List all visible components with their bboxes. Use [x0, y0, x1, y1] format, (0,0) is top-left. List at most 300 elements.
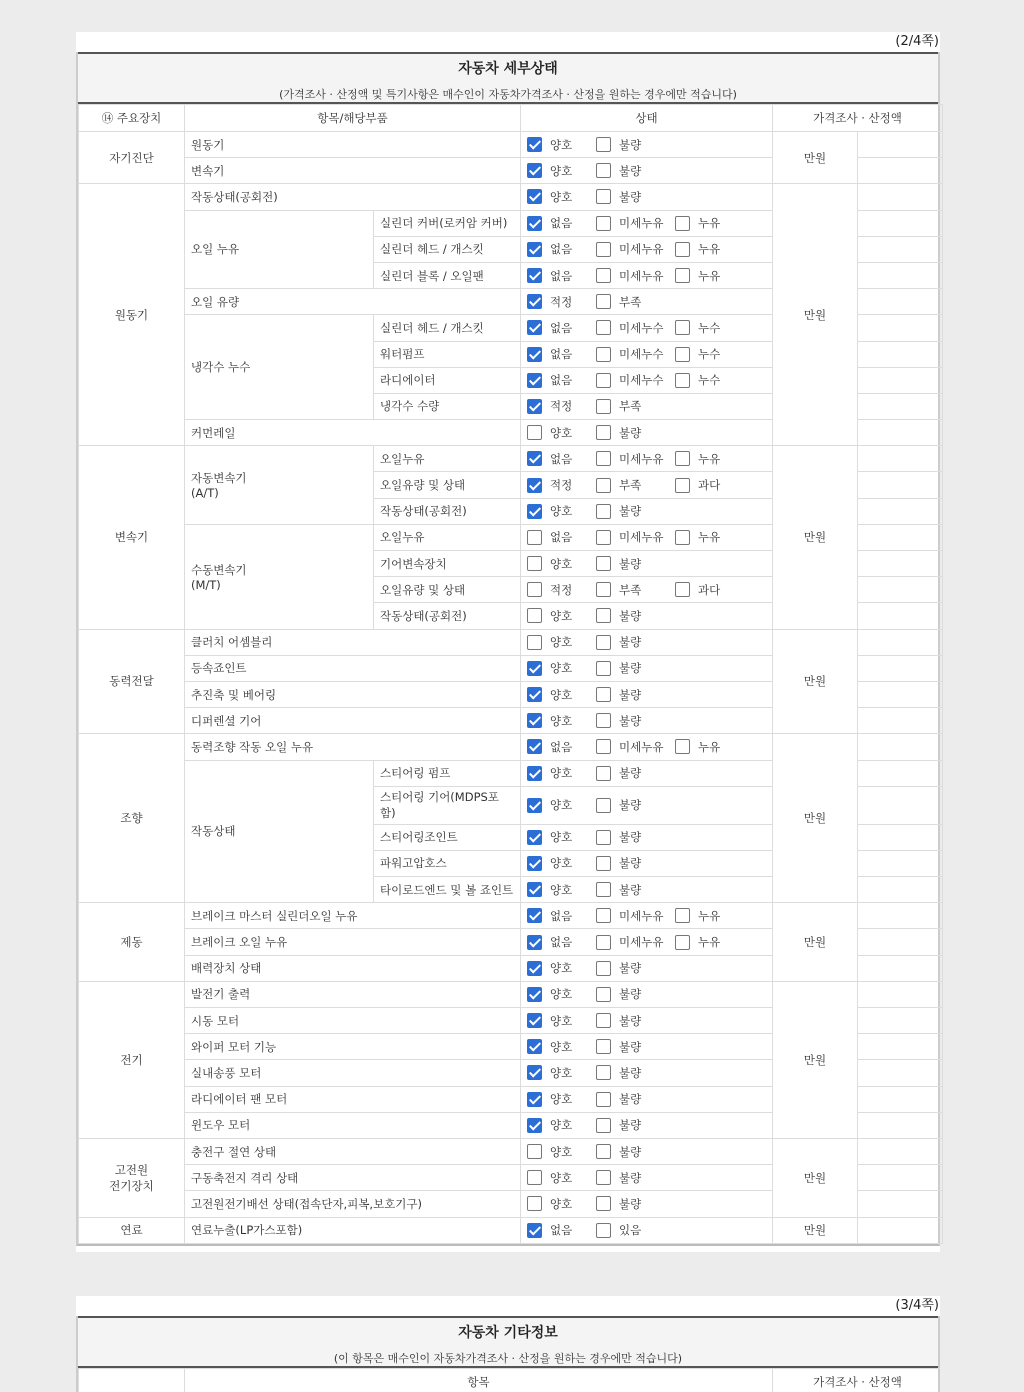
unchecked-checkbox-icon[interactable]	[596, 856, 611, 871]
checked-checkbox-icon[interactable]	[527, 320, 542, 335]
status-option-label: 없음	[550, 216, 573, 231]
status-cell	[521, 955, 773, 981]
status-option-label: 불량	[619, 504, 642, 519]
detail-status-table	[78, 104, 943, 1244]
unchecked-checkbox-icon[interactable]	[675, 451, 690, 466]
status-option[interactable]	[527, 1013, 596, 1029]
status-option[interactable]	[596, 529, 675, 545]
price-input-cell[interactable]	[858, 850, 943, 876]
status-option[interactable]	[596, 372, 675, 388]
status-option-label: 미세누유	[619, 451, 664, 466]
status-option[interactable]	[596, 908, 675, 924]
status-option[interactable]	[596, 1144, 665, 1160]
status-option[interactable]	[527, 582, 596, 598]
unchecked-checkbox-icon[interactable]	[596, 347, 611, 362]
unchecked-checkbox-icon[interactable]	[675, 268, 690, 283]
status-option-label: 있음	[619, 1223, 642, 1238]
status-option[interactable]	[527, 1144, 596, 1160]
price-input-cell[interactable]	[858, 603, 943, 629]
status-option[interactable]	[596, 294, 665, 310]
unchecked-checkbox-icon[interactable]	[527, 1144, 542, 1159]
unchecked-checkbox-icon[interactable]	[675, 347, 690, 362]
sub-group-cell: 오일 누유	[185, 210, 374, 289]
unchecked-checkbox-icon[interactable]	[596, 1196, 611, 1211]
status-option[interactable]	[527, 634, 596, 650]
status-option-label: 누수	[698, 320, 721, 335]
status-option[interactable]	[527, 739, 596, 755]
unchecked-checkbox-icon[interactable]	[596, 1065, 611, 1080]
status-option[interactable]	[596, 687, 665, 703]
unchecked-checkbox-icon[interactable]	[596, 163, 611, 178]
status-option[interactable]	[596, 398, 665, 414]
status-option[interactable]	[596, 241, 675, 257]
unchecked-checkbox-icon[interactable]	[527, 1196, 542, 1211]
status-option[interactable]	[675, 346, 744, 362]
price-input-cell[interactable]	[858, 210, 943, 236]
status-option[interactable]	[527, 1170, 596, 1186]
unchecked-checkbox-icon[interactable]	[596, 1092, 611, 1107]
unchecked-checkbox-icon[interactable]	[596, 373, 611, 388]
status-option[interactable]	[527, 986, 596, 1002]
price-input-cell[interactable]	[858, 629, 943, 655]
unchecked-checkbox-icon[interactable]	[527, 582, 542, 597]
status-option[interactable]	[527, 765, 596, 781]
unchecked-checkbox-icon[interactable]	[596, 713, 611, 728]
status-option-label: 양호	[550, 608, 573, 623]
checked-checkbox-icon[interactable]	[527, 504, 542, 519]
status-option[interactable]	[596, 1196, 665, 1212]
checked-checkbox-icon[interactable]	[527, 987, 542, 1002]
status-option[interactable]	[675, 215, 744, 231]
item-cell: 동력조향 작동 오일 누유	[185, 734, 521, 760]
status-option[interactable]	[596, 797, 665, 813]
price-input-cell[interactable]	[858, 1191, 943, 1217]
status-option[interactable]	[527, 372, 596, 388]
unchecked-checkbox-icon[interactable]	[596, 830, 611, 845]
status-option[interactable]	[596, 660, 665, 676]
unchecked-checkbox-icon[interactable]	[596, 582, 611, 597]
unchecked-checkbox-icon[interactable]	[527, 556, 542, 571]
unchecked-checkbox-icon[interactable]	[596, 935, 611, 950]
unchecked-checkbox-icon[interactable]	[675, 373, 690, 388]
status-option-label: 양호	[550, 687, 573, 702]
checked-checkbox-icon[interactable]	[527, 1118, 542, 1133]
unchecked-checkbox-icon[interactable]	[596, 908, 611, 923]
table-header-row	[79, 1369, 941, 1392]
status-option[interactable]	[675, 529, 744, 545]
unchecked-checkbox-icon[interactable]	[596, 687, 611, 702]
status-option[interactable]	[596, 163, 665, 179]
unchecked-checkbox-icon[interactable]	[675, 582, 690, 597]
status-option-label: 불량	[619, 1039, 642, 1054]
status-option[interactable]	[527, 556, 596, 572]
status-option-label: 미세누유	[619, 242, 664, 257]
status-option[interactable]	[527, 960, 596, 976]
status-option[interactable]	[596, 1170, 665, 1186]
status-cell	[521, 315, 773, 341]
status-option[interactable]	[596, 189, 665, 205]
status-option-label: 양호	[550, 961, 573, 976]
status-option-label: 양호	[550, 1092, 573, 1107]
price-input-cell[interactable]	[858, 289, 943, 315]
status-option[interactable]	[527, 934, 596, 950]
price-input-cell[interactable]	[858, 708, 943, 734]
status-cell	[521, 929, 773, 955]
status-option[interactable]	[527, 1222, 596, 1238]
status-option[interactable]	[527, 660, 596, 676]
price-input-cell[interactable]	[858, 903, 943, 929]
checked-checkbox-icon[interactable]	[527, 1223, 542, 1238]
price-input-cell[interactable]	[858, 655, 943, 681]
status-option-label: 불량	[619, 830, 642, 845]
price-input-cell[interactable]	[858, 524, 943, 550]
checked-checkbox-icon[interactable]	[527, 830, 542, 845]
unchecked-checkbox-icon[interactable]	[527, 635, 542, 650]
unchecked-checkbox-icon[interactable]	[596, 399, 611, 414]
item-cell: 발전기 출력	[185, 981, 521, 1007]
checked-checkbox-icon[interactable]	[527, 451, 542, 466]
price-input-cell[interactable]	[858, 341, 943, 367]
status-option-label: 양호	[550, 882, 573, 897]
status-option[interactable]	[527, 829, 596, 845]
unchecked-checkbox-icon[interactable]	[596, 425, 611, 440]
status-option[interactable]	[596, 934, 675, 950]
category-cell: 전기	[79, 981, 185, 1138]
status-option-label: 부족	[619, 399, 642, 414]
price-input-cell[interactable]	[858, 1086, 943, 1112]
price-input-cell[interactable]	[858, 472, 943, 498]
price-input-cell[interactable]	[858, 498, 943, 524]
status-option[interactable]	[596, 346, 675, 362]
checked-checkbox-icon[interactable]	[527, 882, 542, 897]
unchecked-checkbox-icon[interactable]	[596, 242, 611, 257]
status-option[interactable]	[596, 1222, 665, 1238]
status-option-label: 불량	[619, 1144, 642, 1159]
checked-checkbox-icon[interactable]	[527, 294, 542, 309]
status-option-label: 누유	[698, 908, 721, 923]
status-option[interactable]	[675, 241, 744, 257]
checked-checkbox-icon[interactable]	[527, 373, 542, 388]
checked-checkbox-icon[interactable]	[527, 137, 542, 152]
status-option[interactable]	[596, 1065, 665, 1081]
status-option-label: 과다	[698, 582, 721, 597]
checked-checkbox-icon[interactable]	[527, 268, 542, 283]
status-option-label: 누유	[698, 935, 721, 950]
status-option[interactable]	[527, 1117, 596, 1133]
price-input-cell[interactable]	[858, 681, 943, 707]
status-option[interactable]	[675, 268, 744, 284]
status-option-label: 없음	[550, 373, 573, 388]
unchecked-checkbox-icon[interactable]	[596, 798, 611, 813]
checked-checkbox-icon[interactable]	[527, 1092, 542, 1107]
unchecked-checkbox-icon[interactable]	[675, 216, 690, 231]
checked-checkbox-icon[interactable]	[527, 189, 542, 204]
unchecked-checkbox-icon[interactable]	[596, 216, 611, 231]
price-input-cell[interactable]	[858, 955, 943, 981]
status-option[interactable]	[527, 425, 596, 441]
header-price: 가격조사 · 산정액	[773, 105, 943, 132]
status-option[interactable]	[596, 882, 665, 898]
price-input-cell[interactable]	[858, 1217, 943, 1243]
status-option-label: 불량	[619, 766, 642, 781]
unchecked-checkbox-icon[interactable]	[596, 1039, 611, 1054]
status-option[interactable]	[596, 137, 665, 153]
price-input-cell[interactable]	[858, 734, 943, 760]
status-option-label: 불량	[619, 137, 642, 152]
unchecked-checkbox-icon[interactable]	[527, 608, 542, 623]
status-option[interactable]	[527, 1065, 596, 1081]
unchecked-checkbox-icon[interactable]	[596, 739, 611, 754]
status-option[interactable]	[675, 582, 744, 598]
item-cell: 클러치 어셈블리	[185, 629, 521, 655]
sub-group-cell: 작동상태	[185, 760, 374, 903]
status-option[interactable]	[527, 241, 596, 257]
status-option[interactable]	[596, 608, 665, 624]
unchecked-checkbox-icon[interactable]	[596, 882, 611, 897]
unchecked-checkbox-icon[interactable]	[596, 137, 611, 152]
status-option[interactable]	[527, 477, 596, 493]
status-option[interactable]	[527, 713, 596, 729]
sub-group-cell: 냉각수 누수	[185, 315, 374, 420]
checked-checkbox-icon[interactable]	[527, 713, 542, 728]
status-option[interactable]	[596, 765, 665, 781]
status-option-label: 양호	[550, 713, 573, 728]
unchecked-checkbox-icon[interactable]	[527, 1170, 542, 1185]
unchecked-checkbox-icon[interactable]	[596, 451, 611, 466]
price-input-cell[interactable]	[858, 760, 943, 786]
unchecked-checkbox-icon[interactable]	[675, 530, 690, 545]
unchecked-checkbox-icon[interactable]	[596, 478, 611, 493]
page-number: (3/4쪽)	[895, 1298, 939, 1313]
status-option[interactable]	[527, 451, 596, 467]
table-row	[79, 446, 943, 472]
checked-checkbox-icon[interactable]	[527, 908, 542, 923]
price-input-cell[interactable]	[858, 577, 943, 603]
price-input-cell[interactable]	[858, 1165, 943, 1191]
status-option[interactable]	[596, 960, 665, 976]
checked-checkbox-icon[interactable]	[527, 163, 542, 178]
status-option[interactable]	[527, 398, 596, 414]
status-option-label: 양호	[550, 830, 573, 845]
checked-checkbox-icon[interactable]	[527, 798, 542, 813]
status-option[interactable]	[596, 477, 675, 493]
status-option[interactable]	[596, 268, 675, 284]
status-option[interactable]	[675, 934, 744, 950]
unchecked-checkbox-icon[interactable]	[596, 530, 611, 545]
header-blank	[79, 1369, 185, 1392]
status-option-label: 누유	[698, 451, 721, 466]
price-input-cell[interactable]	[858, 236, 943, 262]
status-option-label: 미세누유	[619, 739, 664, 754]
status-option[interactable]	[596, 451, 675, 467]
status-option[interactable]	[596, 855, 665, 871]
checked-checkbox-icon[interactable]	[527, 399, 542, 414]
unchecked-checkbox-icon[interactable]	[675, 908, 690, 923]
status-option[interactable]	[596, 829, 665, 845]
status-option-label: 양호	[550, 1196, 573, 1211]
price-input-cell[interactable]	[858, 1138, 943, 1164]
status-option[interactable]	[596, 215, 675, 231]
checked-checkbox-icon[interactable]	[527, 661, 542, 676]
checked-checkbox-icon[interactable]	[527, 1065, 542, 1080]
status-option[interactable]	[527, 608, 596, 624]
checked-checkbox-icon[interactable]	[527, 478, 542, 493]
unchecked-checkbox-icon[interactable]	[596, 987, 611, 1002]
unchecked-checkbox-icon[interactable]	[675, 242, 690, 257]
part-cell: 냉각수 수량	[374, 393, 521, 419]
status-option[interactable]	[527, 189, 596, 205]
unchecked-checkbox-icon[interactable]	[596, 961, 611, 976]
price-input-cell[interactable]	[858, 367, 943, 393]
unchecked-checkbox-icon[interactable]	[596, 608, 611, 623]
checked-checkbox-icon[interactable]	[527, 961, 542, 976]
price-input-cell[interactable]	[858, 315, 943, 341]
status-option-label: 양호	[550, 635, 573, 650]
status-option[interactable]	[596, 1013, 665, 1029]
checked-checkbox-icon[interactable]	[527, 687, 542, 702]
unchecked-checkbox-icon[interactable]	[675, 739, 690, 754]
status-option[interactable]	[596, 739, 675, 755]
checked-checkbox-icon[interactable]	[527, 347, 542, 362]
unchecked-checkbox-icon[interactable]	[596, 1013, 611, 1028]
status-option[interactable]	[596, 634, 665, 650]
unchecked-checkbox-icon[interactable]	[596, 1144, 611, 1159]
sub-group-cell: 자동변속기 (A/T)	[185, 446, 374, 525]
status-option[interactable]	[596, 503, 665, 519]
form-subtitle: (가격조사 · 산정액 및 특기사항은 매수인이 자동차가격조사 · 산정을 원하는 경우에만 적습니다)	[279, 88, 737, 101]
status-option[interactable]	[596, 320, 675, 336]
status-option[interactable]	[527, 163, 596, 179]
unchecked-checkbox-icon[interactable]	[596, 635, 611, 650]
status-option[interactable]	[675, 451, 744, 467]
category-cell: 조향	[79, 734, 185, 903]
status-option[interactable]	[527, 1196, 596, 1212]
unchecked-checkbox-icon[interactable]	[675, 935, 690, 950]
unchecked-checkbox-icon[interactable]	[596, 766, 611, 781]
checked-checkbox-icon[interactable]	[527, 1013, 542, 1028]
price-input-cell[interactable]	[858, 1008, 943, 1034]
status-option-label: 부족	[619, 582, 642, 597]
unchecked-checkbox-icon[interactable]	[596, 661, 611, 676]
price-input-cell[interactable]	[858, 184, 943, 210]
category-cell: 변속기	[79, 446, 185, 629]
status-option[interactable]	[527, 1091, 596, 1107]
status-option-label: 양호	[550, 556, 573, 571]
status-option[interactable]	[527, 1039, 596, 1055]
status-option-label: 불량	[619, 798, 642, 813]
table-row	[79, 903, 943, 929]
status-option-label: 누유	[698, 530, 721, 545]
price-input-cell[interactable]	[858, 132, 943, 158]
unchecked-checkbox-icon[interactable]	[675, 320, 690, 335]
price-input-cell[interactable]	[858, 1034, 943, 1060]
status-option[interactable]	[596, 1091, 665, 1107]
price-input-cell[interactable]	[858, 1112, 943, 1138]
status-option[interactable]	[675, 320, 744, 336]
price-unit-cell: 만원	[773, 184, 858, 446]
price-input-cell[interactable]	[858, 981, 943, 1007]
unchecked-checkbox-icon[interactable]	[596, 268, 611, 283]
unchecked-checkbox-icon[interactable]	[596, 556, 611, 571]
status-option[interactable]	[675, 908, 744, 924]
unchecked-checkbox-icon[interactable]	[527, 425, 542, 440]
status-cell	[521, 341, 773, 367]
status-option[interactable]	[527, 346, 596, 362]
status-option-label: 적정	[550, 294, 573, 309]
price-input-cell[interactable]	[858, 393, 943, 419]
price-input-cell[interactable]	[858, 262, 943, 288]
status-option[interactable]	[596, 556, 665, 572]
status-cell	[521, 903, 773, 929]
price-input-cell[interactable]	[858, 158, 943, 184]
price-input-cell[interactable]	[858, 420, 943, 446]
unchecked-checkbox-icon[interactable]	[596, 504, 611, 519]
status-option[interactable]	[527, 215, 596, 231]
status-option-label: 양호	[550, 504, 573, 519]
status-option[interactable]	[527, 137, 596, 153]
status-cell	[521, 760, 773, 786]
status-option[interactable]	[527, 882, 596, 898]
unchecked-checkbox-icon[interactable]	[596, 320, 611, 335]
price-input-cell[interactable]	[858, 551, 943, 577]
price-input-cell[interactable]	[858, 786, 943, 824]
checked-checkbox-icon[interactable]	[527, 935, 542, 950]
checked-checkbox-icon[interactable]	[527, 216, 542, 231]
detail-table-body	[79, 132, 943, 1244]
checked-checkbox-icon[interactable]	[527, 766, 542, 781]
status-option[interactable]	[675, 739, 744, 755]
price-input-cell[interactable]	[858, 1060, 943, 1086]
status-option[interactable]	[527, 687, 596, 703]
status-option[interactable]	[675, 477, 744, 493]
status-option[interactable]	[596, 1039, 665, 1055]
unchecked-checkbox-icon[interactable]	[596, 294, 611, 309]
item-cell: 와이퍼 모터 기능	[185, 1034, 521, 1060]
checked-checkbox-icon[interactable]	[527, 739, 542, 754]
unchecked-checkbox-icon[interactable]	[675, 478, 690, 493]
checked-checkbox-icon[interactable]	[527, 856, 542, 871]
status-option-label: 불량	[619, 635, 642, 650]
price-input-cell[interactable]	[858, 877, 943, 903]
status-option[interactable]	[596, 425, 665, 441]
status-option[interactable]	[596, 713, 665, 729]
unchecked-checkbox-icon[interactable]	[596, 1118, 611, 1133]
status-option[interactable]	[527, 320, 596, 336]
status-option-label: 불량	[619, 189, 642, 204]
status-option-label: 양호	[550, 1170, 573, 1185]
status-option[interactable]	[527, 503, 596, 519]
status-option[interactable]	[527, 797, 596, 813]
status-option[interactable]	[596, 1117, 665, 1133]
status-option[interactable]	[527, 855, 596, 871]
checked-checkbox-icon[interactable]	[527, 1039, 542, 1054]
price-input-cell[interactable]	[858, 824, 943, 850]
status-option[interactable]	[527, 908, 596, 924]
status-option[interactable]	[527, 294, 596, 310]
status-option[interactable]	[596, 582, 675, 598]
unchecked-checkbox-icon[interactable]	[527, 530, 542, 545]
unchecked-checkbox-icon[interactable]	[596, 1223, 611, 1238]
unchecked-checkbox-icon[interactable]	[596, 189, 611, 204]
price-input-cell[interactable]	[858, 929, 943, 955]
unchecked-checkbox-icon[interactable]	[596, 1170, 611, 1185]
status-option[interactable]	[596, 986, 665, 1002]
price-input-cell[interactable]	[858, 446, 943, 472]
status-option[interactable]	[527, 529, 596, 545]
status-option[interactable]	[527, 268, 596, 284]
status-option[interactable]	[675, 372, 744, 388]
checked-checkbox-icon[interactable]	[527, 242, 542, 257]
